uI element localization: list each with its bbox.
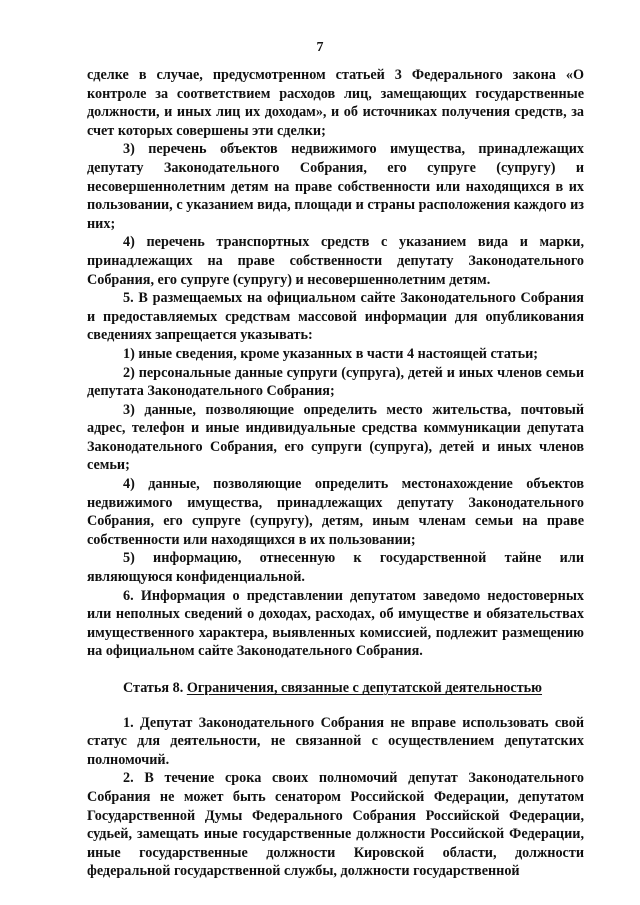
paragraph: 1. Депутат Законодательного Собрания не вправе использовать свой статус для деятельности, не связанной с осуществлением депутатских полномочий. (87, 714, 584, 768)
page-number: 7 (316, 40, 324, 55)
paragraph: сделке в случае, предусмотренном статьей 3 Федерального закона «О контроле за соответствием расходов лиц, замещающих государственные должности, и иных лиц их доходам», и об источниках получения средств, за счет которых совершены эти сделки; (87, 67, 584, 139)
paragraph: 1) иные сведения, кроме указанных в части 4 настоящей статьи; (123, 345, 539, 362)
paragraph: 2) персональные данные супруги (супруга), детей и иных членов семьи депутата Законодательного Собрания; (87, 364, 584, 400)
paragraph: 5) информацию, отнесенную к государственной тайне или являющуюся конфиденциальной. (87, 550, 584, 586)
article-title: Ограничения, связанные с депутатской деятельностью (186, 680, 543, 696)
paragraph: 4) перечень транспортных средств с указанием вида и марки, принадлежащих на праве собственности депутату Законодательного Собрания, его супруге (супругу) и несовершеннолетним детям. (87, 234, 584, 288)
article-prefix: Статья 8. (123, 680, 187, 696)
paragraph: 3) перечень объектов недвижимого имущества, принадлежащих депутату Законодательного Собрания, его супруге (супругу) и несовершеннолетним детям на праве собственности или находящихся в их пользовании, с указанием вида, площади и страны расположения каждого из них; (87, 141, 584, 232)
paragraph: 5. В размещаемых на официальном сайте Законодательного Собрания и предоставляемых средствам массовой информации для опубликования сведениях запрещается указывать: (87, 290, 584, 344)
paragraph: 2. В течение срока своих полномочий депутат Законодательного Собрания не может быть сенатором Российской Федерации, депутатом Государственной Думы Федерального Собрания Российской Федерации, судьей, замещать иные государственные должности Российской Федерации, иные государственные должности Кировской области, должности федеральной государственной службы, должности государственной (87, 770, 584, 880)
paragraph: 3) данные, позволяющие определить место жительства, почтовый адрес, телефон и иные индивидуальные средства коммуникации депутата Законодательного Собрания, его супруги (супруга), детей и иных членов семьи; (87, 401, 584, 474)
paragraph: 4) данные, позволяющие определить местонахождение объектов недвижимого имущества, принадлежащих депутату Законодательного Собрания, его супруге (супругу), детям, иным членам семьи на праве собственности или находящихся в их пользовании; (87, 476, 584, 548)
paragraph: 6. Информация о представлении депутатом заведомо недостоверных или неполных сведений о доходах, расходах, об имуществе и обязательствах имущественного характера, выявленных комиссией, подлежит размещению на официальном сайте Законодательного Собрания. (87, 587, 584, 660)
document-body (87, 66, 584, 881)
article-heading (87, 679, 584, 698)
